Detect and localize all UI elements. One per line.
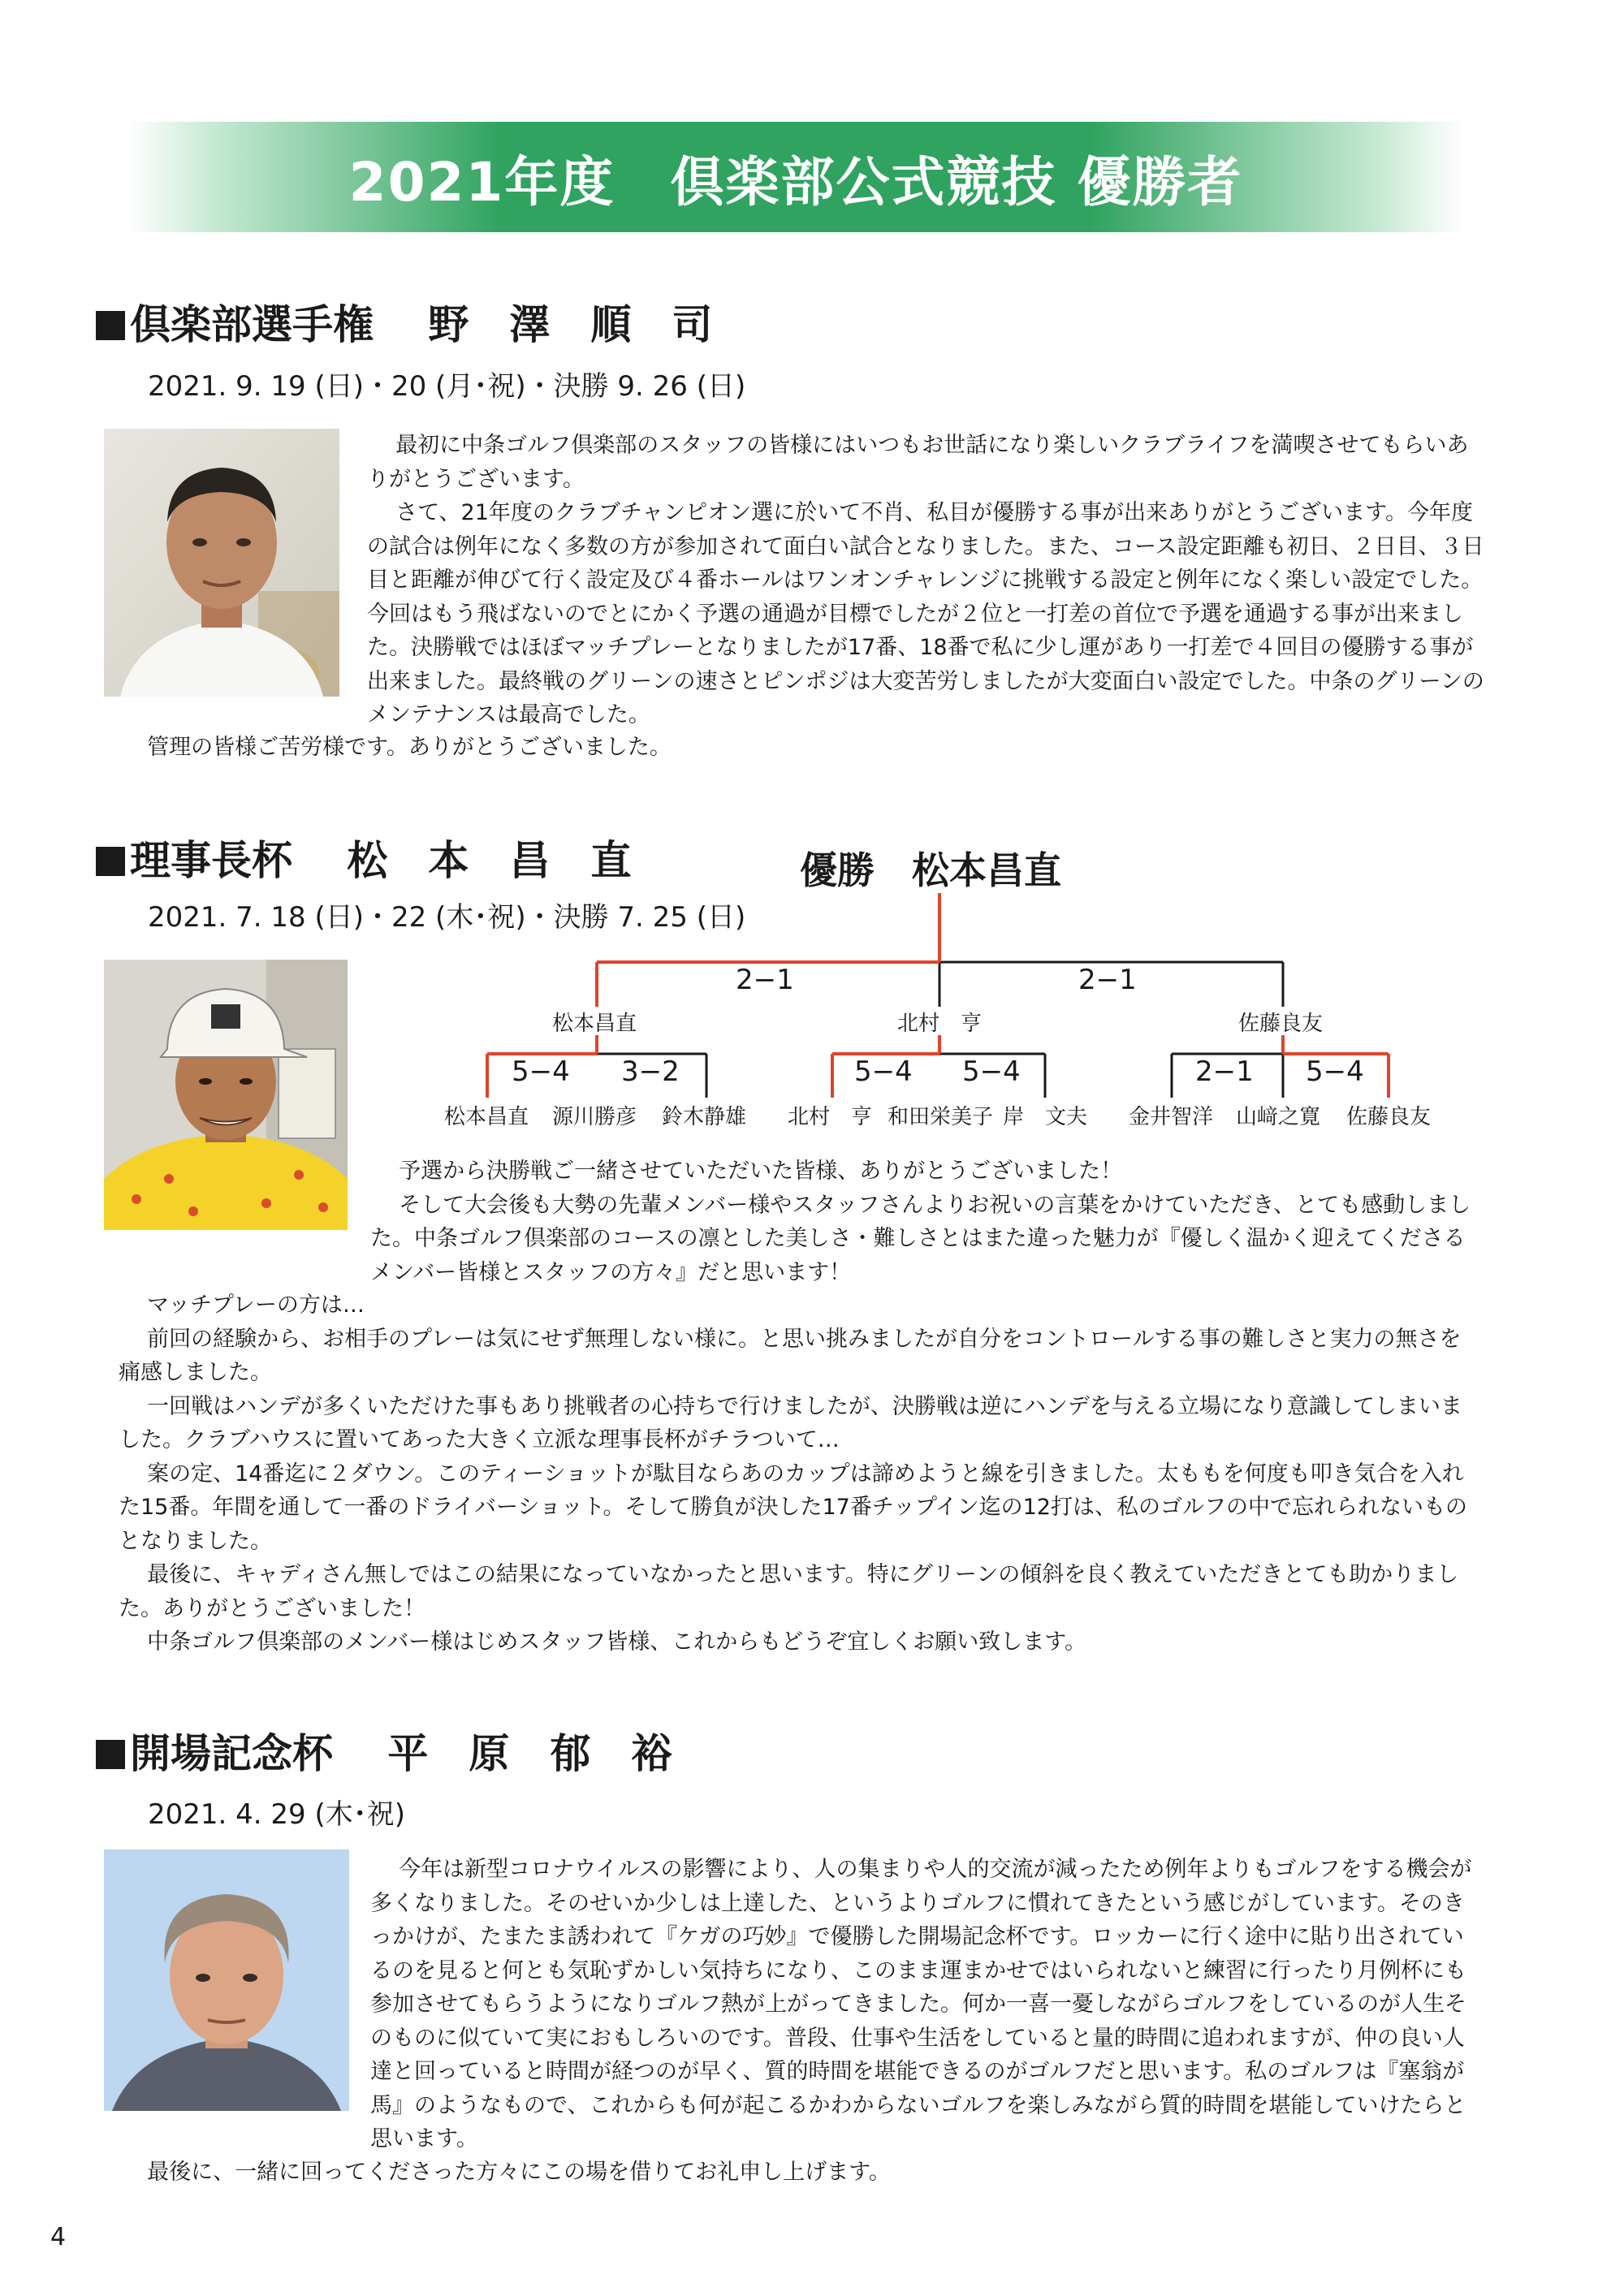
player-1: 松本昌直 (444, 1105, 529, 1129)
page-number: 4 (50, 2223, 67, 2251)
round1-score-5: 2−1 (1195, 1055, 1254, 1088)
player-2: 源川勝彦 (552, 1105, 637, 1129)
player-9: 佐藤良友 (1346, 1105, 1432, 1129)
section-heading-opening-memorial-cup: 開場記念杯 平 原 郁 裕 (96, 1721, 672, 1780)
title-banner (130, 122, 1462, 232)
player-8: 山﨑之寛 (1236, 1105, 1321, 1129)
player-5: 和田栄美子 (888, 1105, 994, 1129)
player-7: 金井智洋 (1129, 1105, 1214, 1129)
winner-photo-hirahara (104, 1849, 349, 2111)
square-bullet-icon (96, 847, 125, 876)
comment-text-2: マッチプレーの方は… 前回の経験から、お相手のプレーは気にせず無理しない様に。と思い挑みましたが自分をコントロールする事の難しさと実力の無さを痛感しました。 一回戦はハンデが多くいただけた事もあり挑戦者の心持ちで行けましたが、決勝戦は逆にハンデを与える立場になり意識してしまいました。クラブハウスに置いてあった大きく立派な理事長杯がチラついて… 案の定、14番迄に２ダウン。このティーショットが駄目ならあのカップは諦めようと線を引きました。太ももを何度も叩き気合を入れた15番。年間を通して一番のドライバーショット。そして勝負が決した17番チップイン迄の12打は、私のゴルフの中で忘れられないものとなりました。 最後に、キャディさん無しではこの結果になっていなかったと思います。特にグリーンの傾斜を良く教えていただきとても助かりました。ありがとうございました！ 中条ゴルフ倶楽部のメンバー様はじめスタッフ皆様、これからもどうぞ宜しくお願い致します。 (119, 1293, 1467, 1655)
semifinalist-2: 北村 亨 (897, 1012, 983, 1036)
comment-text-2-intro: 予選から決勝戦ご一緒させていただいた皆様、ありがとうございました！ そして大会後も大勢の先輩メンバー様やスタッフさんよりお祝いの言葉をかけていただき、とても感動しました。中条ゴルフ倶楽部のコースの凛とした美しさ・難しさとはまた違った魅力が『優しく温かく迎えてくださるメンバー皆様とスタッフの方々』だと思います！ (370, 1159, 1471, 1285)
winner-photo-matsumoto (104, 960, 348, 1230)
player-6: 岸 文夫 (1003, 1105, 1088, 1129)
comment-text-1: 最初に中条ゴルフ倶楽部のスタッフの皆様にはいつもお世話になり楽しいクラブライフを満喫させてもらいありがとうございます。 さて、21年度のクラブチャンピオン選に於いて不肖、私目が優勝する事が出来ありがとうございます。今年度の試合は例年になく多数の方が参加されて面白い試合となりました。また、コース設定距離も初日、２日目、３日目と距離が伸びて行く設定及び４番ホールはワンオンチャレンジに挑戦する設定と例年になく楽しい設定でした。今回はもう飛ばないのでとにかく予選の通過が目標でしたが２位と一打差の首位で予選を通過する事が出来ました。決勝戦ではほぼマッチプレーとなりましたが17番、18番で私に少し運があり一打差で４回目の優勝する事が出来ました。最終戦のグリーンの速さとピンポジは大変苦労しましたが大変面白い設定でした。中条のグリーンのメンテナンスは最高でした。 (367, 433, 1484, 727)
final-score-left: 2−1 (736, 964, 794, 996)
square-bullet-icon (96, 1740, 125, 1769)
event-date: 2021. 7. 18 (日)・22 (木･祝)・決勝 7. 25 (日) (148, 901, 746, 934)
final-score-right: 2−1 (1078, 964, 1137, 996)
section-heading-chairman-cup: 理事長杯 松 本 昌 直 (96, 828, 631, 887)
comment-text-1-closing: 管理の皆様ご苦労様です。ありがとうございました。 (147, 735, 672, 760)
section-heading-club-championship: 倶楽部選手権 野 澤 順 司 (96, 292, 712, 351)
semifinalist-3: 佐藤良友 (1238, 1012, 1324, 1036)
portrait-image (104, 429, 339, 697)
square-bullet-icon (96, 311, 125, 340)
portrait-image (104, 1849, 349, 2111)
bracket-winner: 優勝 松本昌直 (800, 848, 1061, 892)
player-4: 北村 亨 (788, 1105, 873, 1129)
winner-photo-nozawa (104, 429, 339, 697)
round1-score-6: 5−4 (1306, 1055, 1364, 1088)
comment-text-3: 今年は新型コロナウイルスの影響により、人の集まりや人的交流が減ったため例年よりもゴルフをする機会が多くなりました。そのせいか少しは上達した、というよりゴルフに慣れてきたという感じがしています。そのきっかけが、たまたま誘われて『ケガの巧妙』で優勝した開場記念杯です。ロッカーに行く途中に貼り出されているのを見ると何とも気恥ずかしい気持ちになり、このまま運まかせではいられないと練習に行ったり月例杯にも参加させてもらうようになりゴルフ熱が上がってきました。何か一喜一憂しながらゴルフをしているのが人生そのものに似ていて実におもしろいのです。普段、仕事や生活をしていると量的時間に追われますが、仲の良い人達と回っていると時間が経つのが早く、質的時間を堪能できるのがゴルフだと思います。私のゴルフは『塞翁が馬』のようなもので、これからも何が起こるかわからないゴルフを楽しみながら質的時間を堪能していけたらと思います。 (370, 1857, 1472, 2151)
event-date: 2021. 4. 29 (木･祝) (148, 1798, 405, 1831)
round1-score-2: 3−2 (621, 1055, 680, 1088)
portrait-image (104, 960, 348, 1230)
comment-text-3-closing: 最後に、一緒に回ってくださった方々にこの場を借りてお礼申し上げます。 (147, 2160, 891, 2185)
event-date: 2021. 9. 19 (日)・20 (月･祝)・決勝 9. 26 (日) (148, 370, 746, 403)
semifinalist-1: 松本昌直 (552, 1012, 637, 1036)
player-3: 鈴木静雄 (662, 1105, 747, 1129)
round1-score-4: 5−4 (962, 1055, 1021, 1088)
round1-score-1: 5−4 (512, 1055, 570, 1088)
page-title: 2021年度 倶楽部公式競技 優勝者 (348, 150, 1243, 214)
round1-score-3: 5−4 (854, 1055, 913, 1088)
